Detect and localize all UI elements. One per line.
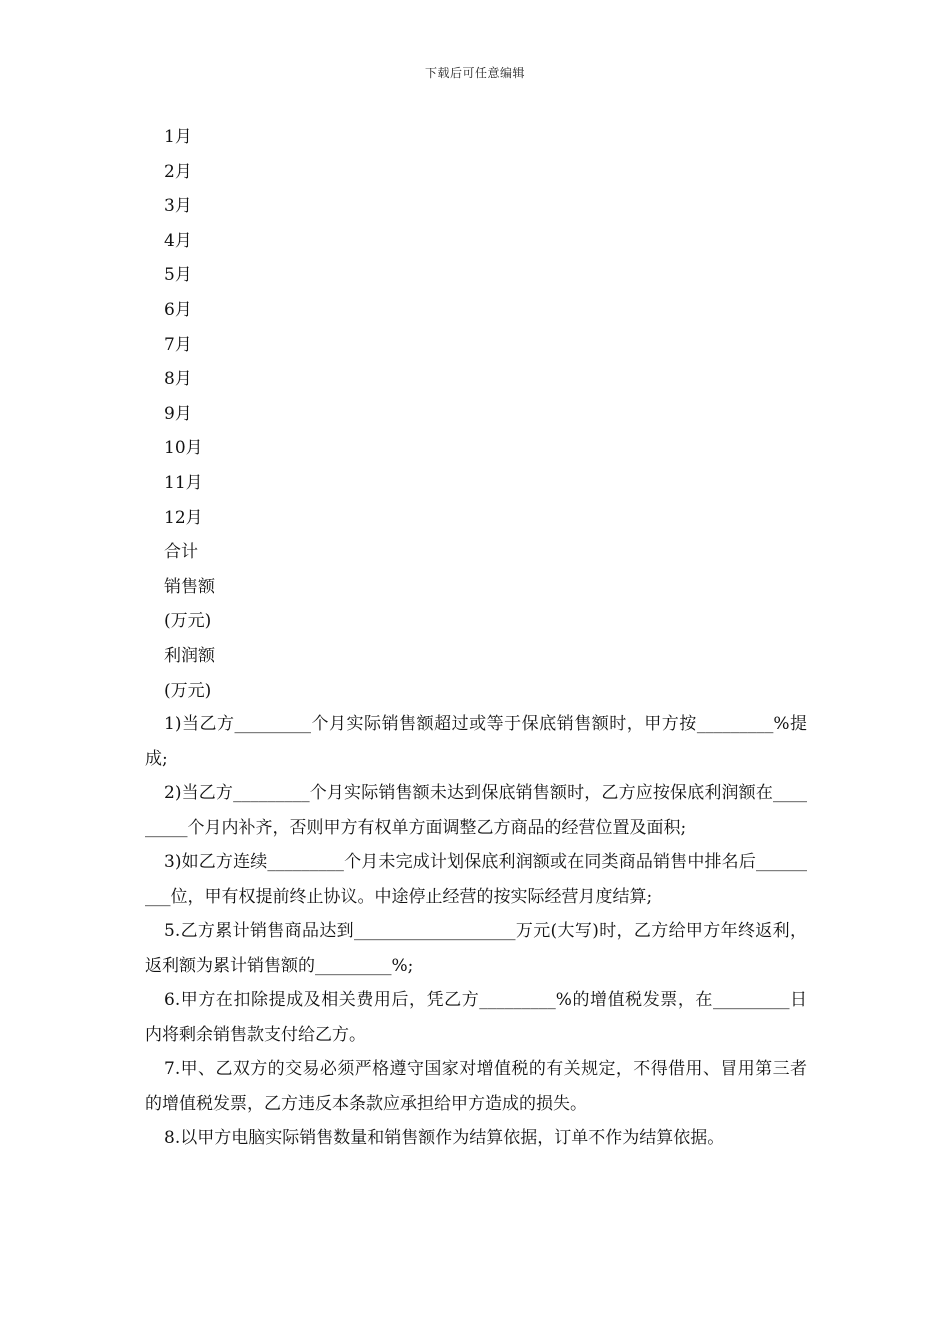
clause-paragraph: 3)如乙方连续_________个月未完成计划保底利润额或在同类商品销售中排名后_________位，甲有权提前终止协议。中途停止经营的按实际经营月度结算;: [145, 852, 807, 907]
list-item: 4月: [164, 230, 192, 251]
page-header: 下载后可任意编辑: [424, 66, 525, 80]
list-item: 利润额: [164, 645, 215, 666]
list-item: 7月: [164, 334, 192, 355]
clause-paragraph: 7.甲、乙双方的交易必须严格遵守国家对增值税的有关规定，不得借用、冒用第三者的增值税发票，乙方违反本条款应承担给甲方造成的损失。: [145, 1059, 807, 1114]
contract-clauses: [145, 707, 807, 1156]
clause-paragraph: 5.乙方累计销售商品达到___________________万元(大写)时，乙方给甲方年终返利，返利额为累计销售额的_________%;: [145, 921, 807, 976]
list-item: 3月: [164, 196, 192, 217]
list-item: 1月: [164, 127, 192, 147]
clause-paragraph: 8.以甲方电脑实际销售数量和销售额作为结算依据，订单不作为结算依据。: [164, 1128, 725, 1148]
clause-paragraph: 6.甲方在扣除提成及相关费用后，凭乙方_________%的增值税发票，在_________日内将剩余销售款支付给乙方。: [145, 990, 807, 1045]
list-item: 10月: [164, 438, 203, 459]
list-item: 6月: [164, 299, 192, 320]
list-item: 2月: [164, 161, 192, 182]
list-item: 8月: [164, 369, 192, 390]
clause-paragraph: 2)当乙方_________个月实际销售额未达到保底销售额时，乙方应按保底利润额在_________个月内补齐，否则甲方有权单方面调整乙方商品的经营位置及面积;: [145, 783, 807, 838]
list-item: 销售额: [164, 576, 215, 597]
list-item: (万元): [164, 611, 212, 632]
list-item: 5月: [164, 265, 192, 286]
list-item: 11月: [164, 472, 203, 493]
clause-paragraph: 1)当乙方_________个月实际销售额超过或等于保底销售额时，甲方按_________%提成;: [145, 714, 807, 769]
month-column-list: [164, 124, 804, 712]
list-item: 合计: [164, 542, 198, 563]
list-item: 9月: [164, 403, 192, 424]
list-item: 12月: [164, 507, 203, 528]
list-item: (万元): [164, 680, 212, 701]
